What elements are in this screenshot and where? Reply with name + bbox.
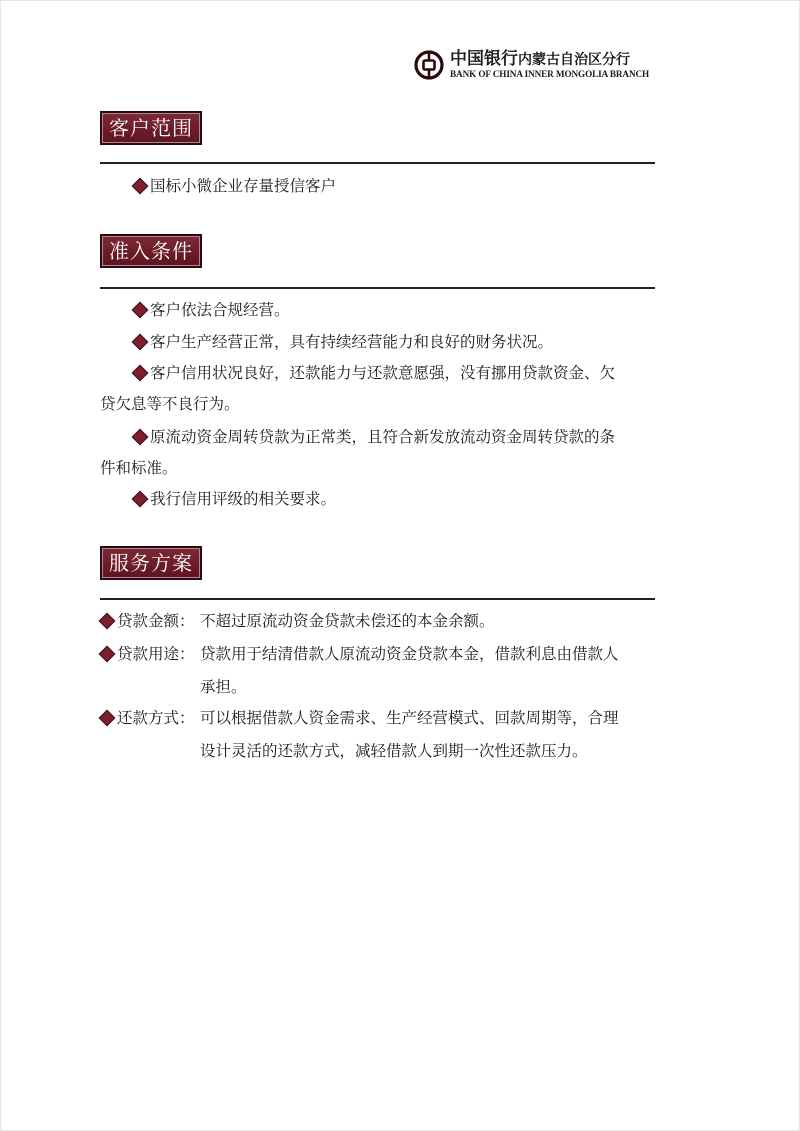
list-item-continuation: 贷欠息等不良行为。 (100, 395, 240, 413)
diamond-bullet-icon (133, 366, 147, 380)
diamond-bullet-icon (100, 711, 114, 725)
diamond-bullet-icon (133, 303, 147, 317)
list-item: 客户信用状况良好，还款能力与还款意愿强，没有挪用贷款资金、欠 (132, 356, 615, 391)
section-title-eligibility: 准入条件 (100, 234, 202, 268)
diamond-bullet-icon (133, 335, 147, 349)
list-item: 客户依法合规经营。 (132, 293, 290, 328)
diamond-bullet-icon (100, 614, 114, 628)
bank-of-china-coin-icon (414, 50, 444, 80)
service-item-repayment: 还款方式： 可以根据借款人资金需求、生产经营模式、回款周期等，合理 (100, 701, 660, 736)
section-title-service-plan: 服务方案 (100, 546, 202, 580)
list-item: 我行信用评级的相关要求。 (132, 482, 336, 517)
section-divider (100, 287, 655, 289)
bank-name-en: BANK OF CHINA INNER MONGOLIA BRANCH (450, 69, 650, 79)
list-item-continuation: 件和标准。 (100, 459, 178, 477)
diamond-bullet-icon (133, 179, 147, 193)
diamond-bullet-icon (133, 430, 147, 444)
list-item: 客户生产经营正常，具有持续经营能力和良好的财务状况。 (132, 325, 553, 360)
list-item: 原流动资金周转贷款为正常类，且符合新发放流动资金周转贷款的条 (132, 420, 615, 455)
service-item-purpose: 贷款用途： 贷款用于结清借款人原流动资金贷款本金，借款利息由借款人 (100, 637, 660, 672)
branch-name-cn: 内蒙古自治区分行 (518, 52, 630, 68)
service-item-repayment-continuation: 设计灵活的还款方式，减轻借款人到期一次性还款压力。 (200, 742, 588, 760)
bank-name-cn: 中国银行 (450, 49, 518, 69)
diamond-bullet-icon (133, 492, 147, 506)
service-item-amount: 贷款金额： 不超过原流动资金贷款未偿还的本金余额。 (100, 604, 660, 639)
bank-logo (414, 48, 649, 82)
service-item-purpose-continuation: 承担。 (200, 678, 247, 696)
section-divider (100, 598, 655, 600)
diamond-bullet-icon (100, 647, 114, 661)
list-item: 国标小微企业存量授信客户 (132, 169, 336, 204)
section-title-customer-scope: 客户范围 (100, 111, 202, 145)
section-divider (100, 162, 655, 164)
